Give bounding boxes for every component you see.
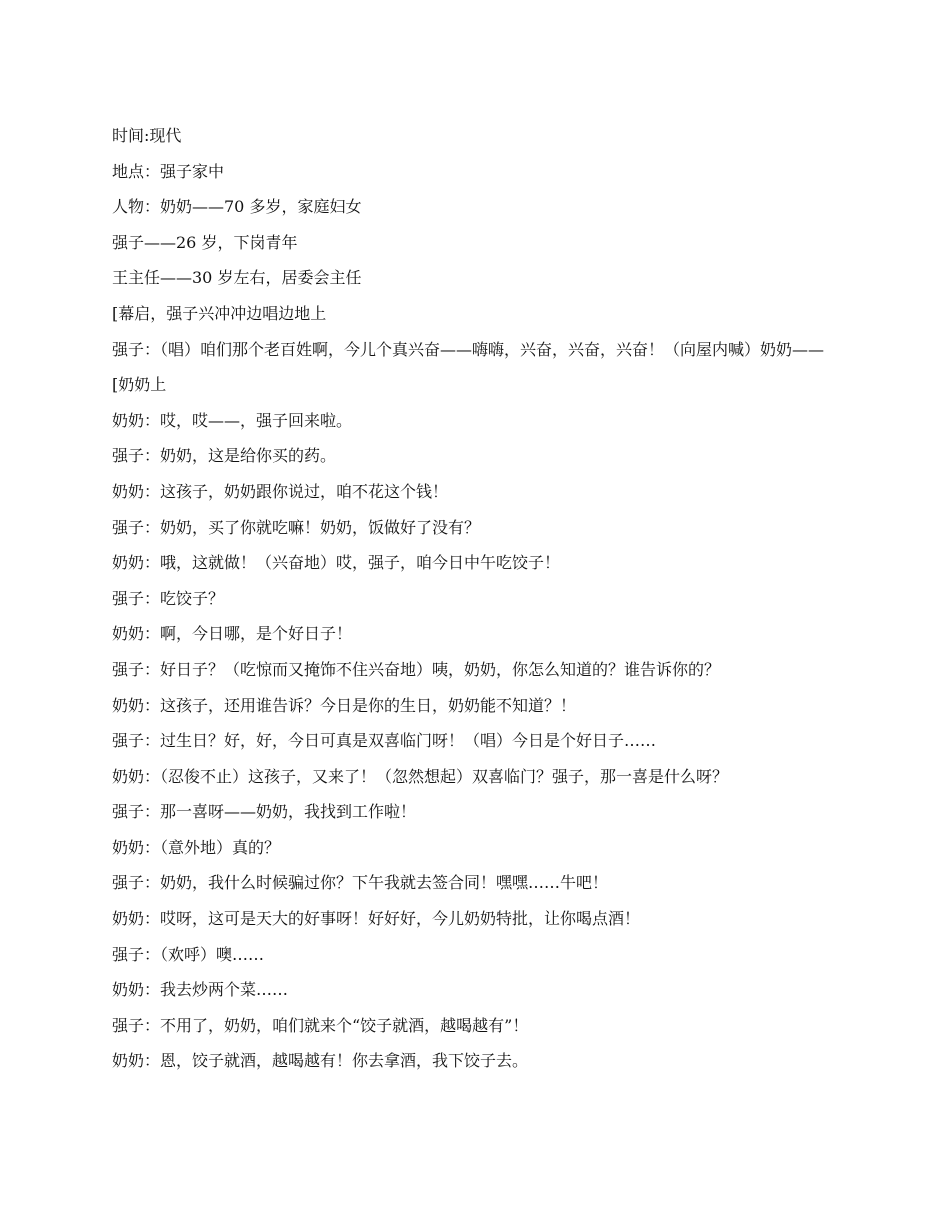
- dialogue-line: 奶奶：（忍俊不止）这孩子，又来了！（忽然想起）双喜临门？强子，那一喜是什么呀？: [112, 766, 729, 786]
- dialogue-line: 奶奶：哎，哎——，强子回来啦。: [112, 410, 353, 430]
- dialogue-line: 强子：那一喜呀——奶奶，我找到工作啦！: [112, 802, 417, 822]
- dialogue-line: 强子：奶奶，这是给你买的药。: [112, 446, 337, 466]
- dialogue-line: 强子：不用了，奶奶，咱们就来个“饺子就酒，越喝越有”！: [112, 1015, 529, 1035]
- line-character-wang: 王主任——30 岁左右，居委会主任: [112, 268, 362, 288]
- dialogue-line: 强子：奶奶，我什么时候骗过你？下午我就去签合同！嘿嘿……牛吧！: [112, 873, 609, 893]
- dialogue-line: 强子：好日子？（吃惊而又掩饰不住兴奋地）咦，奶奶，你怎么知道的？谁告诉你的？: [112, 659, 721, 679]
- line-characters: 人物：奶奶——70 多岁，家庭妇女: [112, 197, 362, 217]
- dialogue-line: 奶奶：啊，今日哪，是个好日子！: [112, 624, 353, 644]
- dialogue-line: 奶奶：（意外地）真的？: [112, 837, 281, 857]
- stage-direction: [奶奶上: [112, 375, 167, 395]
- dialogue-line: 奶奶：这孩子，奶奶跟你说过，咱不花这个钱！: [112, 481, 449, 501]
- dialogue-line: 奶奶：这孩子，还用谁告诉？今日是你的生日，奶奶能不知道？！: [112, 695, 577, 715]
- dialogue-line: 强子：过生日？好，好，今日可真是双喜临门呀！（唱）今日是个好日子……: [112, 731, 657, 751]
- dialogue-line: 奶奶：哎呀，这可是天大的好事呀！好好好，今儿奶奶特批，让你喝点酒！: [112, 909, 641, 929]
- dialogue-line: 强子：（欢呼）噢……: [112, 944, 265, 964]
- stage-direction: [幕启，强子兴冲冲边唱边地上: [112, 303, 327, 323]
- dialogue-line: 强子：（唱）咱们那个老百姓啊，今儿个真兴奋——嗨嗨，兴奋，兴奋，兴奋！（向屋内喊）奶奶——: [112, 339, 825, 359]
- line-character-qiangzi: 强子——26 岁，下岗青年: [112, 232, 298, 252]
- dialogue-line: 奶奶：我去炒两个菜……: [112, 980, 289, 1000]
- dialogue-line: 强子：吃饺子？: [112, 588, 225, 608]
- line-time: 时间:现代: [112, 126, 182, 145]
- dialogue-line: 奶奶：哦，这就做！（兴奋地）哎，强子，咱今日中午吃饺子！: [112, 553, 561, 573]
- dialogue-line: 奶奶：恩，饺子就酒，越喝越有！你去拿酒，我下饺子去。: [112, 1051, 529, 1071]
- dialogue-line: 强子：奶奶，买了你就吃嘛！奶奶，饭做好了没有？: [112, 517, 481, 537]
- line-place: 地点：强子家中: [112, 161, 225, 181]
